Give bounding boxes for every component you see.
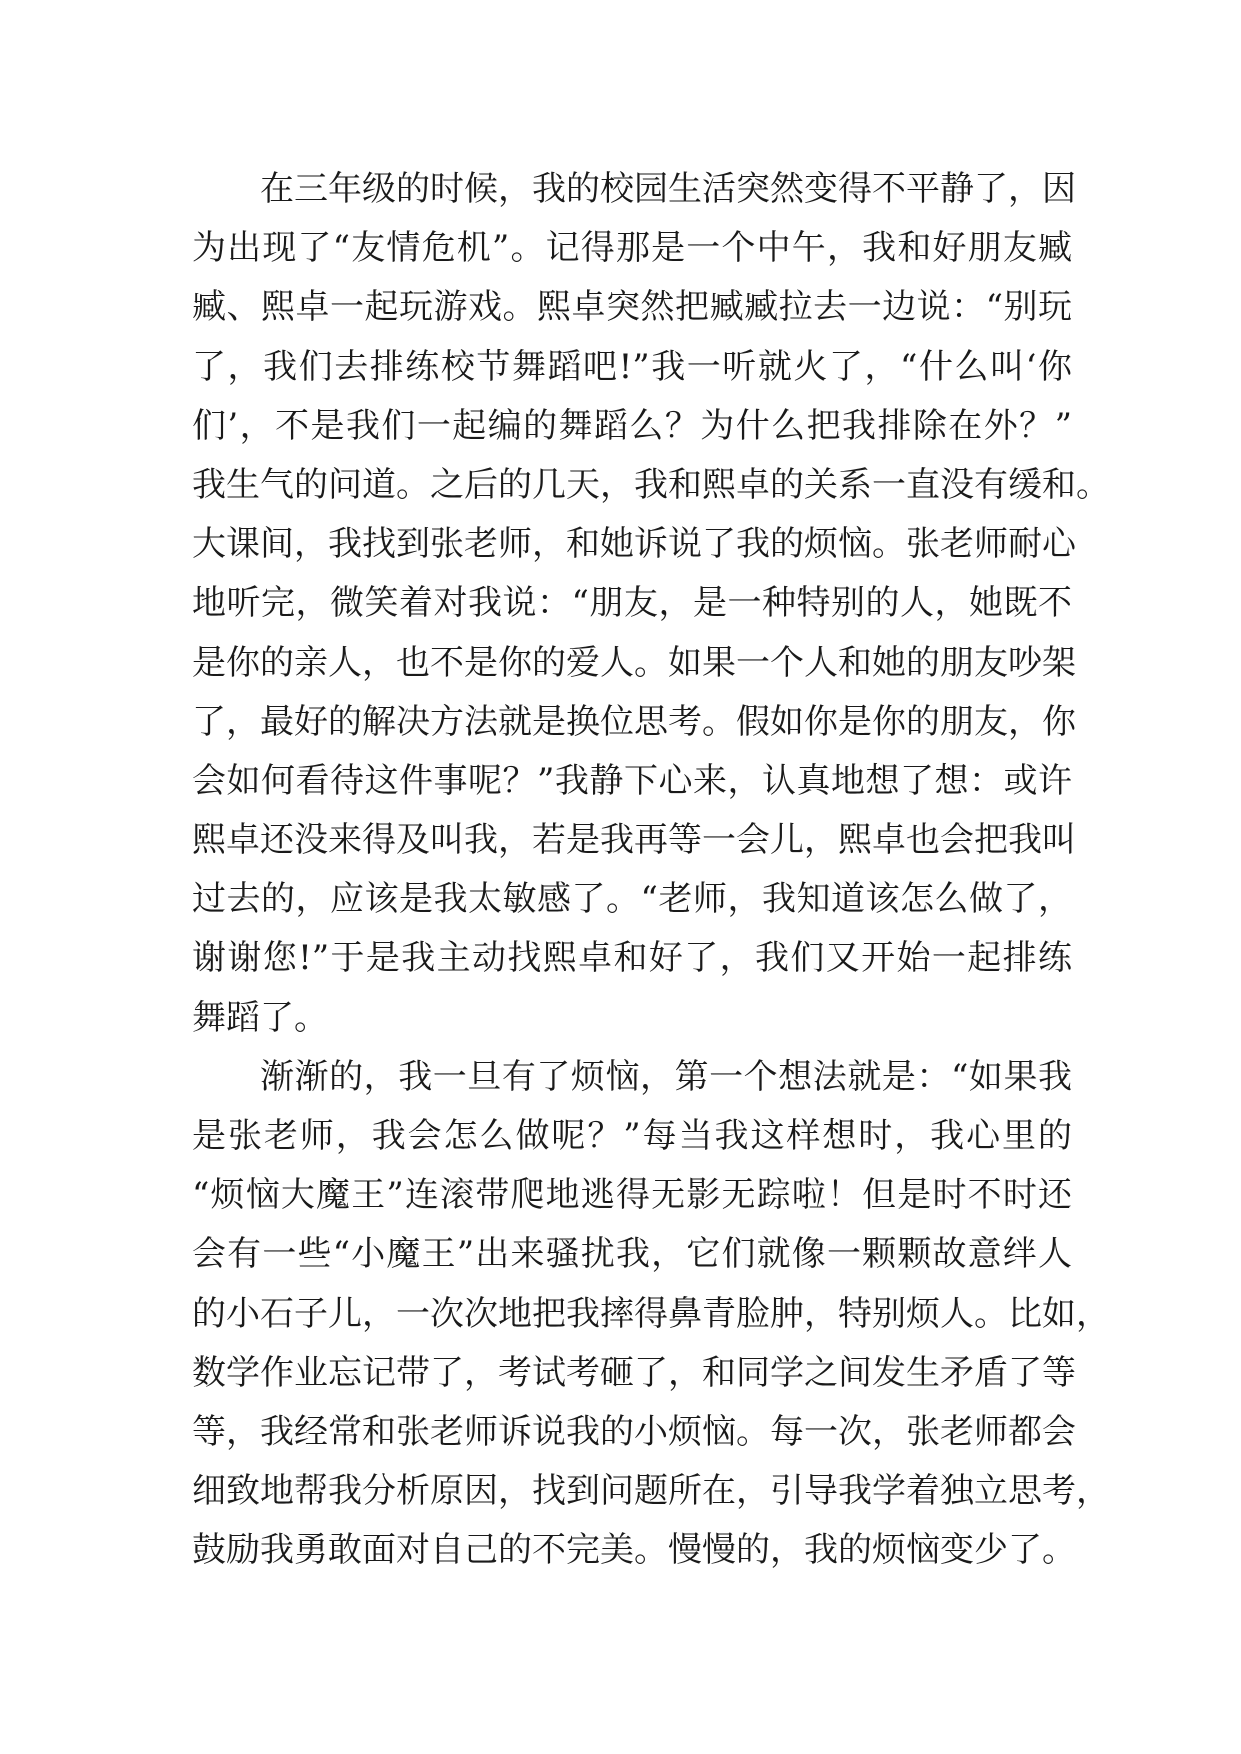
text-line: 渐渐的，我一旦有了烦恼，第一个想法就是：“如果我	[260, 1056, 1072, 1097]
text-line: 我生气的问道。之后的几天，我和熙卓的关系一直没有缓和。	[192, 464, 1110, 505]
text-line: 细致地帮我分析原因，找到问题所在，引导我学着独立思考，	[192, 1471, 1110, 1512]
text-line: 的小石子儿，一次次地把我摔得鼻青脸肿，特别烦人。比如，	[192, 1293, 1110, 1334]
text-line: 谢谢您!”于是我主动找熙卓和好了，我们又开始一起排练	[192, 938, 1072, 979]
text-line: 过去的，应该是我太敏感了。“老师，我知道该怎么做了，	[192, 879, 1072, 920]
paragraph-2	[192, 1048, 1110, 1581]
text-line: 是你的亲人，也不是你的爱人。如果一个人和她的朋友吵架	[192, 642, 1076, 683]
text-line: 了，最好的解决方法就是换位思考。假如你是你的朋友，你	[192, 701, 1076, 742]
text-line: 臧、熙卓一起玩游戏。熙卓突然把臧臧拉去一边说：“别玩	[192, 287, 1072, 328]
text-line: 熙卓还没来得及叫我，若是我再等一会儿，熙卓也会把我叫	[192, 820, 1076, 861]
text-line: “烦恼大魔王”连滚带爬地逃得无影无踪啦！但是时不时还	[192, 1175, 1072, 1216]
text-line: 们’，不是我们一起编的舞蹈么？为什么把我排除在外？”	[192, 405, 1072, 446]
text-line: 地听完，微笑着对我说：“朋友，是一种特别的人，她既不	[192, 583, 1072, 624]
text-line: 大课间，我找到张老师，和她诉说了我的烦恼。张老师耐心	[192, 524, 1076, 565]
text-line: 为出现了“友情危机”。记得那是一个中午，我和好朋友臧	[192, 228, 1072, 269]
document-body	[192, 160, 1110, 1581]
text-line: 等，我经常和张老师诉说我的小烦恼。每一次，张老师都会	[192, 1411, 1076, 1452]
text-line: 会如何看待这件事呢？”我静下心来，认真地想了想：或许	[192, 760, 1072, 801]
text-line: 会有一些“小魔王”出来骚扰我，它们就像一颗颗故意绊人	[192, 1234, 1072, 1275]
paragraph-1	[192, 160, 1110, 1048]
text-line: 在三年级的时候，我的校园生活突然变得不平静了，因	[260, 169, 1076, 209]
text-line: 数学作业忘记带了，考试考砸了，和同学之间发生矛盾了等	[192, 1352, 1076, 1393]
text-line: 是张老师，我会怎么做呢？”每当我这样想时，我心里的	[192, 1116, 1072, 1156]
text-line: 了，我们去排练校节舞蹈吧!”我一听就火了，“什么叫‘你	[192, 346, 1072, 387]
text-line: 鼓励我勇敢面对自己的不完美。慢慢的，我的烦恼变少了。	[192, 1530, 1076, 1571]
text-line: 舞蹈了。	[192, 997, 328, 1038]
